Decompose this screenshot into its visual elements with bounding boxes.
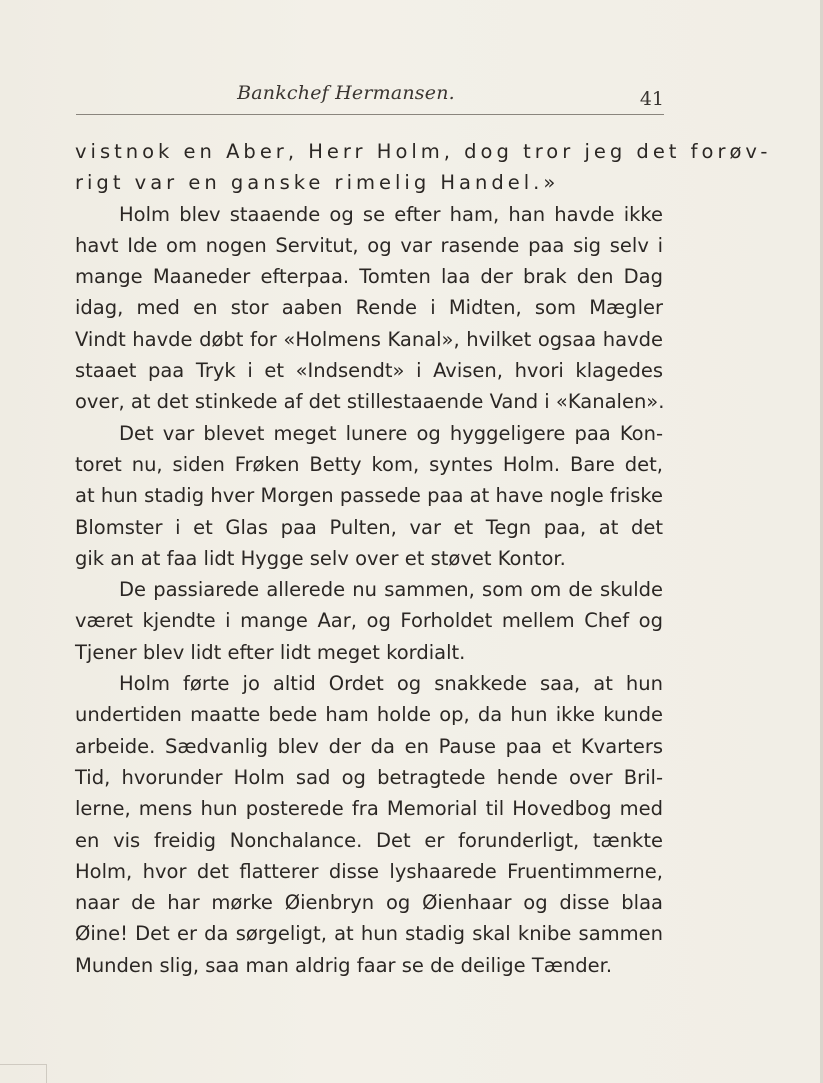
text-line: naar de har mørke Øienbryn og Øienhaar og disse blaa xyxy=(75,891,663,915)
text-line: vistnok en Aber, Herr Holm, dog tror jeg det forøv- xyxy=(75,140,772,163)
text-line: Vindt havde døbt for «Holmens Kanal», hvilket ogsaa havde xyxy=(75,327,663,351)
text-line: været kjendte i mange Aar, og Forholdet mellem Chef og xyxy=(75,609,663,633)
running-title: Bankchef Hermansen. xyxy=(237,82,455,104)
text-line: staaet paa Tryk i et «Indsendt» i Avisen, hvori klagedes xyxy=(75,359,663,383)
text-line: undertiden maatte bede ham holde op, da hun ikke kunde xyxy=(75,703,663,727)
text-line: over, at det stinkede af det stillestaaende Vand i «Kanalen». xyxy=(75,390,665,414)
text-line: lerne, mens hun posterede fra Memorial til Hovedbog med xyxy=(75,797,663,821)
text-line: Holm førte jo altid Ordet og snakkede saa, at hun xyxy=(119,672,663,696)
scan-corner-mark xyxy=(0,1064,47,1083)
text-line: rigt var en ganske rimelig Handel.» xyxy=(75,171,560,195)
text-line: toret nu, siden Frøken Betty kom, syntes Holm. Bare det, xyxy=(75,452,663,476)
text-line: arbeide. Sædvanlig blev der da en Pause paa et Kvarters xyxy=(75,734,663,758)
text-line: en vis freidig Nonchalance. Det er forunderligt, tænkte xyxy=(75,828,663,852)
text-line: havt Ide om nogen Servitut, og var rasende paa sig selv i xyxy=(75,233,663,257)
body-text xyxy=(75,136,772,981)
text-line: De passiarede allerede nu sammen, som om de skulde xyxy=(119,578,663,602)
page-header xyxy=(76,78,664,118)
text-line: Tjener blev lidt efter lidt meget kordialt. xyxy=(75,640,466,664)
page-number: 41 xyxy=(639,88,664,110)
header-rule xyxy=(76,114,664,115)
text-line: Blomster i et Glas paa Pulten, var et Tegn paa, at det xyxy=(75,515,663,539)
text-line: gik an at faa lidt Hygge selv over et støvet Kontor. xyxy=(75,546,566,570)
text-line: Holm, hvor det flatterer disse lyshaarede Fruentimmerne, xyxy=(75,859,663,883)
text-line: Øine! Det er da sørgeligt, at hun stadig skal knibe sammen xyxy=(75,922,663,946)
text-line: at hun stadig hver Morgen passede paa at have nogle friske xyxy=(75,484,663,508)
text-line: Tid, hvorunder Holm sad og betragtede hende over Bril- xyxy=(75,765,663,789)
text-line: Det var blevet meget lunere og hyggeligere paa Kon- xyxy=(119,421,663,445)
text-line: idag, med en stor aaben Rende i Midten, som Mægler xyxy=(75,296,663,320)
text-line: Holm blev staaende og se efter ham, han havde ikke xyxy=(119,202,663,226)
text-line: Munden slig, saa man aldrig faar se de deilige Tænder. xyxy=(75,953,613,977)
text-line: mange Maaneder efterpaa. Tomten laa der brak den Dag xyxy=(75,265,663,289)
